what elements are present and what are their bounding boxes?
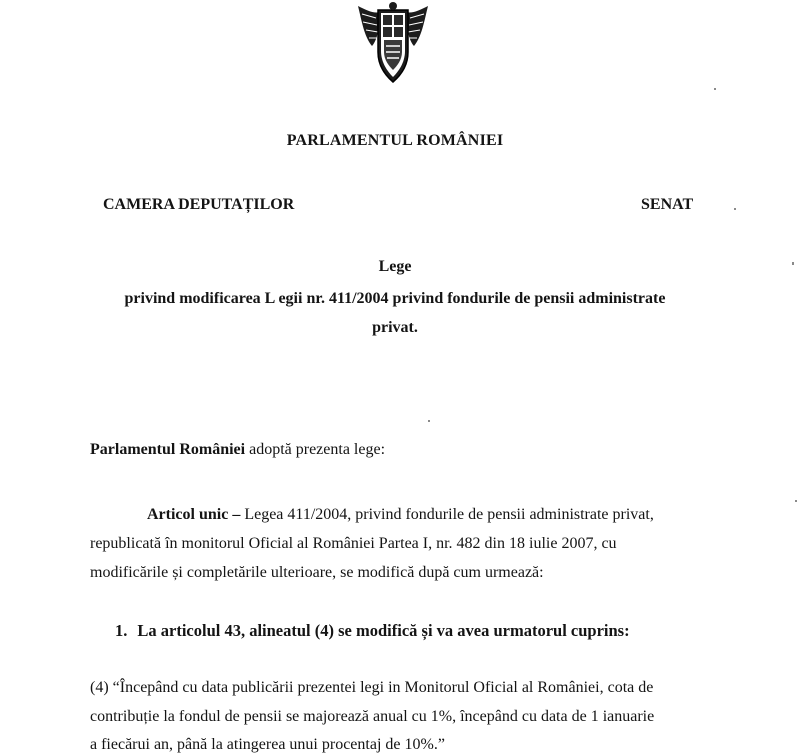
law-title-line1: privind modificarea L egii nr. 411/2004 privind fondurile de pensii administrate <box>124 290 666 307</box>
article-line1 <box>147 506 654 524</box>
parliament-title: PARLAMENTUL ROMÂNIEI <box>286 132 504 149</box>
point1-number: 1. <box>115 621 128 640</box>
paragraph4-line3: a fiecărui an, până la atingerea unui procentaj de 10%.” <box>90 736 445 753</box>
law-heading: Lege <box>378 258 412 275</box>
scan-speck <box>714 88 716 90</box>
preamble-subject: Parlamentul României <box>90 441 246 458</box>
law-title-line2: privat. <box>372 319 418 336</box>
article-line3: modificările și completările ulterioare, se modifică după cum urmează: <box>90 564 544 581</box>
scan-speck <box>734 208 736 210</box>
coat-of-arms-icon <box>350 0 436 86</box>
preamble-line <box>90 441 385 459</box>
point1-text: La articolul 43, alineatul (4) se modifică și va avea urmatorul cuprins: <box>137 621 630 640</box>
article-line2: republicată în monitorul Oficial al României Partea I, nr. 482 din 18 iulie 2007, cu <box>90 535 617 552</box>
article-text1: Legea 411/2004, privind fondurile de pensii administrate privat, <box>240 506 654 523</box>
chamber-senate-label: SENAT <box>641 196 694 213</box>
scan-speck <box>792 262 794 265</box>
article-label: Articol unic – <box>147 506 241 523</box>
paragraph4-line2: contribuție la fondul de pensii se majorează anual cu 1%, începând cu data de 1 ianuarie <box>90 708 655 725</box>
paragraph4-line1: (4) “Începând cu data publicării prezentei legi in Monitorul Oficial al României, cota de <box>90 679 654 696</box>
scan-speck <box>795 500 797 502</box>
point1-line <box>115 621 630 641</box>
scan-speck <box>428 420 430 422</box>
chamber-deputies-label: CAMERA DEPUTAȚILOR <box>103 196 295 213</box>
preamble-rest: adoptă prezenta lege: <box>245 441 386 458</box>
